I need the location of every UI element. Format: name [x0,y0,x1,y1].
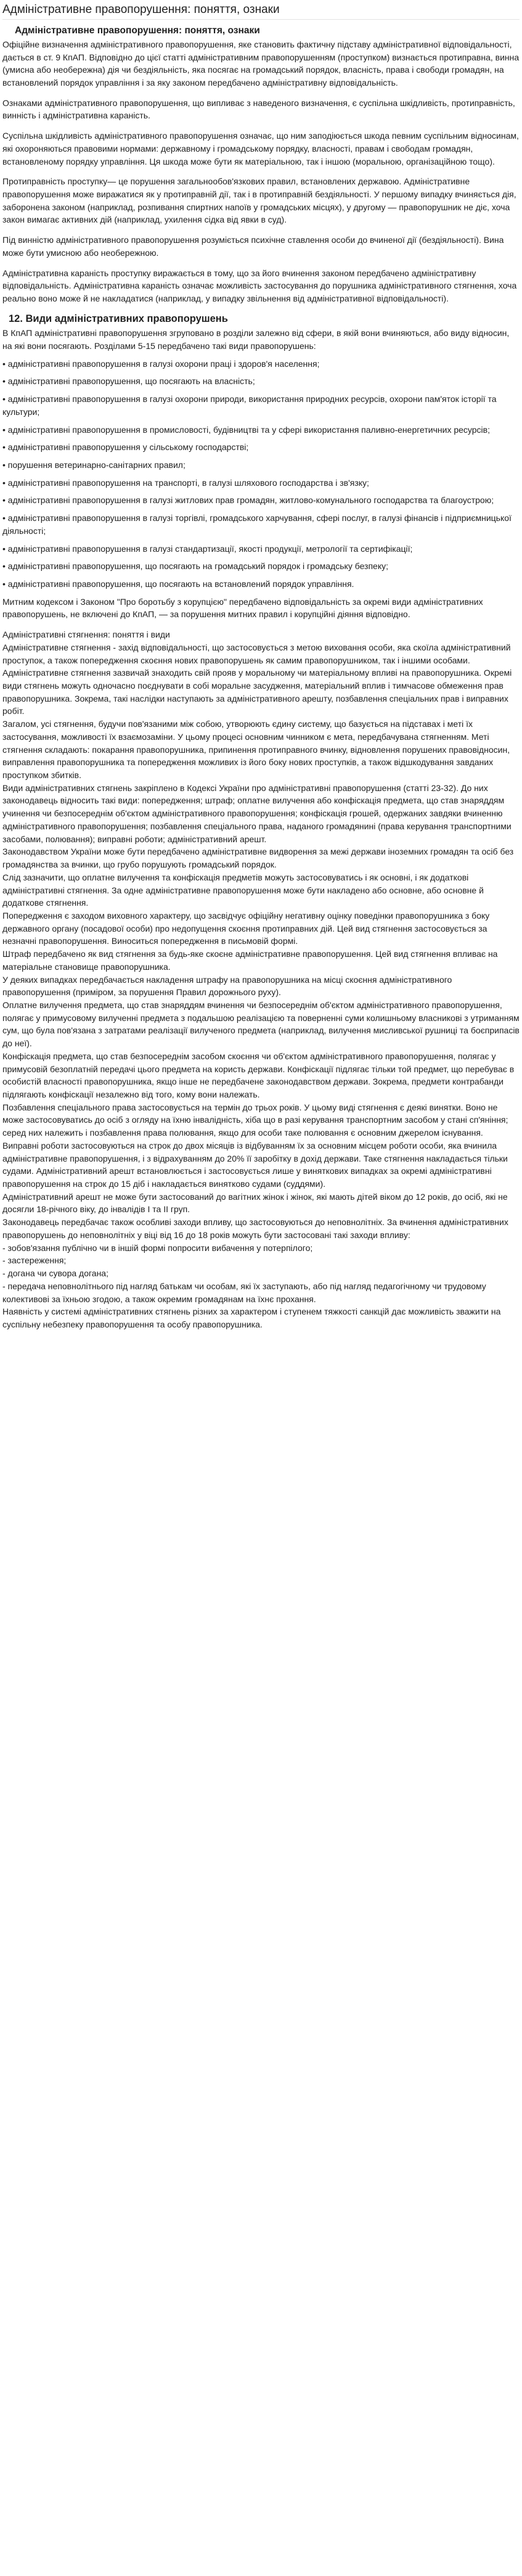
section-heading-sanctions: Адміністративні стягнення: поняття і види [2,630,170,640]
list-item: • адміністративні правопорушення у сільському господарстві; [2,442,249,453]
paragraph-definition: Офіційне визначення адміністративного правопорушення, яке становить фактичну підставу адміністративної відповідальності, дається в ст. 9 КпАП. Відповідно до цієї статті адміністративним правопорушенням (проступком) визнається протиправна, винна (умисна або необережна) дія чи бездіяльність, яка посягає на громадський порядок, власність, права і свободи громадян, на встановлений порядок управління і за яку законом передбачено адміністративну відповідальність. [2,39,520,88]
sanctions-paragraph: Попередження є заходом виховного характеру, що засвідчує офіційну негативну оцінку поведінки правопорушника з боку державного органу (посадової особи) про недопущення скоєння протиправних дій. Цей вид стягнення застосовується за незначні правопорушення. Виноситься попередження в письмовій формі. [2,910,490,946]
sanctions-paragraph: Загалом, усі стягнення, будучи пов'язаними між собою, утворюють єдину систему, що базується на підставах і меті їх застосування, можливості їх взаємозаміни. У цьому процесі основним чинником є мета, передбачувана стягненням. Меті стягнення складають: покарання правопорушника, припинення протиправного вчинку, відновлення порушених правовідносин, виправлення правопорушника та попередження можливих із його боку нових проступків, а також відшкодування завданих проступком збитків. [2,719,510,781]
list-item: • адміністративні правопорушення, що посягають на громадський порядок і громадську безпеку; [2,561,389,572]
list-item: • адміністративні правопорушення, що посягають на власність; [2,376,255,387]
list-item: • адміністративні правопорушення, що посягають на встановлений порядок управління. [2,578,354,589]
sanctions-paragraph: Адміністративне стягнення зазвичай знаходить свій прояв у моральному чи матеріальному впливі на правопорушника. Окремі види стягнень можуть одночасно поєднувати в собі моральне засудження, матеріальний вплив і тимчасове обмеження прав правопорушника. Зокрема, такі наслідки наступають за адміністративного арешту, позбавлення спеціальних прав і виправних робіт. [2,668,512,716]
page-title: Адміністративне правопорушення: поняття, ознаки [2,3,280,16]
paragraph-punishability: Адміністративна караність проступку виражається в тому, що за його вчинення законом передбачено адміністративну відповідальність. Адміністративна караність означає можливість застосування до порушника адміністративного стягнення, хоча реально воно може й не накладатися (наприклад, у випадку звільнення від адміністративної відповідальності). [2,268,517,304]
sanctions-paragraph: Штраф передбачено як вид стягнення за будь-яке скоєне адміністративне правопорушення. Цей вид стягнення впливає на матеріальне становище правопорушника. [2,949,498,972]
sanctions-paragraph: Виправні роботи застосовуються на строк до двох місяців із відбуванням їх за основним місцем роботи особи, яка вчинила адміністративне правопорушення, і з відрахуванням до 20% її заробітку в дохід держави. Таке стягнення накладається тільки судами. Адміністративний арешт встановлюється і застосовується лише у виняткових випадках за окремі адміністративні правопорушення на строк до 15 діб і накладається винятково судами (суддями). [2,1140,508,1189]
section-heading-types: 12. Види адміністративних правопорушень [9,313,228,324]
sanctions-paragraph: - догана чи сувора догана; [2,1268,108,1279]
sanctions-paragraph: Види адміністративних стягнень закріплено в Кодексі України про адміністративні правопорушення (статті 23-32). До них законодавець відносить такі види: попередження; штраф; оплатне вилучення або конфіскація предмета, що став знаряддям учинення чи безпосереднім об'єктом адміністративного правопорушення; конфіскація грошей, одержаних завдяки вчиненню адміністративного правопорушення; позбавлення спеціального права, наданого громадянині (права керування транспортними засобами, полювання); виправні роботи; адміністративний арешт. [2,782,512,844]
sanctions-paragraph: Конфіскація предмета, що став безпосереднім засобом скоєння чи об'єктом адміністративного правопорушення, полягає у примусовій безоплатній передачі цього предмета на користь держави. Конфіскації підлягає тільки той предмет, що перебуває в особистій власності правопорушника, якщо інше не передбачене законодавством держави. Зокрема, предмети контрабанди підлягають конфіскації незалежно від того, кому вони належать. [2,1051,515,1100]
sanctions-paragraph: - зобов'язання публічно чи в іншій формі попросити вибачення у потерпілого; [2,1242,313,1253]
sanctions-paragraph: Слід зазначити, що оплатне вилучення та конфіскація предметів можуть застосовуватись і як основні, і як додаткові адміністративні стягнення. За одне адміністративне правопорушення може бути накладено або основне, або основне й додаткове стягнення. [2,872,484,908]
sanctions-paragraph: Позбавлення спеціального права застосовується на термін до трьох років. У цьому виді стягнення є деякі винятки. Воно не може застосовуватись до осіб з огляду на їхню інвалідність, хіба що в разі керування транспортним засобом у стані сп'яніння; серед них належить і позбавлення права полювання, якщо для особи таке полювання є основним джерелом існування. [2,1102,508,1138]
list-item: • адміністративні правопорушення в галузі житлових прав громадян, житлово-комунального господарства та благоустрою; [2,495,494,506]
sanctions-paragraph: - передача неповнолітнього під нагляд батькам чи особам, які їх заступають, або під нагляд педагогічному чи трудовому колективові за їхньою згодою, а також окремим громадянам на їхнє прохання. [2,1281,486,1304]
list-item: • адміністративні правопорушення в галузі охорони праці і здоров'я населення; [2,358,320,369]
sanctions-paragraph: У деяких випадках передбачається накладення штрафу на правопорушника на місці скоєння адміністративного правопорушення (приміром, за порушення Правил дорожнього руху). [2,974,452,998]
paragraph-guilt: Під винністю адміністративного правопорушення розуміється психічне ставлення особи до вчиненої дії (бездіяльності). Вина може бути умисною або необережною. [2,235,504,258]
sanctions-paragraph: Адміністративне стягнення - захід відповідальності, що застосовується з метою виховання особи, яка скоїла адміністративний проступок, а також попередження скоєння нових правопорушень як самим правопорушником, так і іншими особами. [2,642,511,665]
list-item: • адміністративні правопорушення на транспорті, в галузі шляхового господарства і зв'язку; [2,477,369,488]
paragraph-features: Ознаками адміністративного правопорушення, що випливає з наведеного визначення, є суспільна шкідливість, протиправність, винність і адміністративна караність. [2,97,515,121]
document [0,2,522,1331]
sanctions-paragraph: Законодавець передбачає також особливі заходи впливу, що застосовуються до неповнолітніх. За вчинення адміністративних правопорушень до неповнолітніх у віці від 16 до 18 років можуть бути застосовані такі заходи впливу: [2,1217,508,1240]
section-heading-concept: Адміністративне правопорушення: поняття, ознаки [15,25,260,36]
paragraph-types-intro: В КпАП адміністративні правопорушення згруповано в розділи залежно від сфери, в якій вони вчиняються, або виду відносин, на які вони посягають. Розділами 5-15 передбачено такі види правопорушень: [2,328,510,351]
list-item: • адміністративні правопорушення в галузі торгівлі, громадського харчування, сфері послуг, в галузі фінансів і підприємницької діяльності; [2,513,512,536]
paragraph-illegality: Протиправність проступку— це порушення загальнообов'язкових правил, встановлених державою. Адміністративне правопорушення може виражатися як у протиправній дії, так і в протиправній бездіяльності. У першому випадку вчиняється дія, заборонена законом (наприклад, розпивання спиртних напоїв у громадських місцях), у другому — правопорушник не діє, хоча закон вимагає активних дій (наприклад, ухилення сідка від явки в суд). [2,176,516,225]
paragraph-social-harm: Суспільна шкідливість адміністративного правопорушення означає, що ним заподіюється шкода певним суспільним відносинам, які охороняються правовими нормами: державному і громадському порядку, власності, правам і свободам громадян, встановленому порядку управління. Ця шкода може бути як матеріальною, так і іншою (моральною, організаційною тощо). [2,131,519,166]
sanctions-paragraph: Законодавством України може бути передбачено адміністративне видворення за межі держави іноземних громадян та осіб без громадянства за вчинки, що грубо порушують громадський порядок. [2,847,514,870]
list-item: • порушення ветеринарно-санітарних правил; [2,459,186,470]
sanctions-paragraph: - застереження; [2,1255,67,1266]
paragraph-other-codes: Митним кодексом і Законом "Про боротьбу з корупцією" передбачено відповідальність за окремі види адміністративних правопорушень, не включені до КпАП, — за порушення митних правил і корупційні діяння відповідно. [2,596,483,620]
list-item: • адміністративні правопорушення в галузі охорони природи, використання природних ресурсів, охорони пам'яток історії та культури; [2,394,497,417]
list-item: • адміністративні правопорушення в галузі стандартизації, якості продукції, метрології та сертифікації; [2,543,413,554]
sanctions-paragraph: Наявність у системі адміністративних стягнень різних за характером і ступенем тяжкості санкцій дає можливість зважити на суспільну небезпеку правопорушення та особу правопорушника. [2,1306,501,1329]
divider [2,19,520,20]
section-sanctions [2,628,520,1331]
sanctions-paragraph: Оплатне вилучення предмета, що став знаряддям вчинення чи безпосереднім об'єктом адміністративного правопорушення, полягає у примусовому вилученні предмета з подальшою реалізацією та поверненні суми колишньому власникові з утриманням сум, що була пов'язана з затратами реалізації вилученого предмета (наприклад, вилучення мисливської рушниці та боєприпасів до неї). [2,999,520,1049]
sanctions-paragraph: Адміністративний арешт не може бути застосований до вагітних жінок і жінок, які мають дітей віком до 12 років, до осіб, які не досягли 18-річного віку, до інвалідів І та ІІ груп. [2,1191,508,1215]
list-item: • адміністративні правопорушення в промисловості, будівництві та у сфері використання паливно-енергетичних ресурсів; [2,424,490,435]
sanctions-text [2,641,520,1331]
